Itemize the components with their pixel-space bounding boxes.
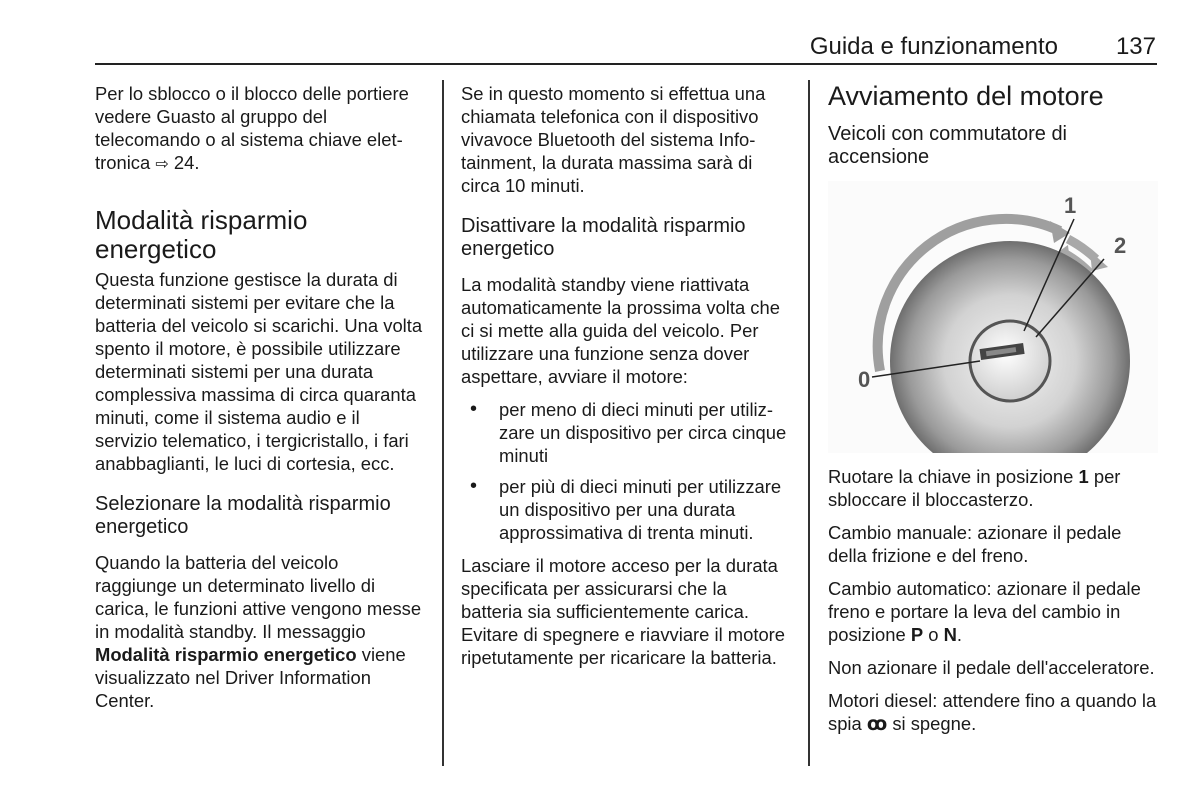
gear-n: N (943, 624, 957, 645)
position-1-label: 1 (1064, 193, 1077, 218)
standby-text: Quando la batteria del veicolo raggiunge un determinato livello di carica, le funzioni attive vengono messe in modalità standby. Il messaggio (95, 552, 422, 642)
key-rotation-paragraph: Ruotare la chiave in posizione 1 per sbloccare il bloccasterzo. (828, 466, 1121, 510)
glow-plug-icon: ꝏ (866, 713, 888, 734)
intro-text: Per lo sblocco o il blocco delle portiere vedere Guasto al gruppo del telecomando o al sistema chiave elettronica (95, 83, 409, 173)
phone-call-paragraph: Se in questo momento si effettua una chiamata telefonica con il dispositivo vivavoce Bluetooth del sistema Infotainment, la durata massima sarà di circa 10 minuti. (461, 83, 766, 196)
energy-saving-paragraph: Questa funzione gestisce la durata di determinati sistemi per evitare che la batteria del veicolo si scarichi. Una volta spento il motore, è possibile utilizzare determinati sistemi per una durata complessiva massima di circa quaranta minuti, come il sistema audio e il servizio telematico, i tergicristallo, i fari anabbaglianti, le luci di cortesia, ecc. (95, 269, 423, 474)
subheading-select-mode: Selezionare la modalità risparmio energetico (95, 493, 391, 538)
ignition-switch-illustration (828, 181, 1158, 453)
section-heading-energy-saving: Modalità risparmio energetico (95, 205, 308, 264)
position-0-label: 0 (858, 367, 871, 392)
subheading-disable-mode: Disattivare la modalità risparmio energetico (461, 215, 746, 260)
duration-list (461, 398, 791, 544)
subheading-ignition-switch: Veicoli con commutatore di accensione (828, 123, 1068, 168)
column-3 (828, 82, 1160, 745)
header-title: Guida e funzionamento (809, 33, 1058, 60)
automatic-transmission-paragraph: Cambio automatico: azionare il pedale freno e portare la leva del cambio in posizione P o N. (828, 578, 1141, 645)
column-1 (95, 82, 425, 722)
diesel-paragraph: Motori diesel: attendere fino a quando la spia ꝏ si spegne. (828, 690, 1157, 734)
position-value: 1 (1078, 466, 1089, 487)
accelerator-paragraph: Non azionare il pedale dell'acceleratore. (828, 657, 1155, 678)
gear-p: P (910, 624, 924, 645)
key-cylinder (970, 321, 1050, 401)
standby-text-end: viene visualizzato nel Driver Information Center. (95, 644, 406, 711)
intro-paragraph (95, 82, 425, 176)
page-reference-link[interactable]: 24. (173, 152, 200, 173)
position-2-label: 2 (1114, 233, 1127, 258)
ignition-switch-figure (828, 181, 1158, 453)
engine-running-paragraph: Lasciare il motore acceso per la durata specificata per assicurarsi che la batteria sia sufficientemente carica. Evitare di spegnere e riavviare il motore ripetutamente per ricaricare la batteria. (461, 555, 786, 668)
manual-transmission-paragraph: Cambio manuale: azionare il pedale della frizione e del freno. (828, 522, 1122, 566)
section-heading-engine-start: Avviamento del motore (828, 81, 1104, 111)
reactivation-paragraph: La modalità standby viene riattivata automaticamente la prossima volta che ci si mette alla guida del veicolo. Per utilizzare una funzione senza dover aspettare, avviare il motore: (461, 274, 780, 387)
column-divider-1 (442, 80, 444, 766)
page-reference-arrow-icon: ⇨ (155, 156, 169, 173)
list-item: • per meno di dieci minuti per utilizzare un dispositivo per circa cinque minuti (461, 398, 791, 467)
column-divider-2 (808, 80, 810, 766)
message-name: Modalità risparmio energetico (95, 644, 357, 665)
page-number: 137 (1115, 33, 1156, 60)
list-item: • per più di dieci minuti per utilizzare un dispositivo per una durata approssimativa di trenta minuti. (461, 475, 791, 544)
header-rule (95, 63, 1157, 65)
column-2 (461, 82, 791, 679)
standby-paragraph (95, 551, 425, 712)
